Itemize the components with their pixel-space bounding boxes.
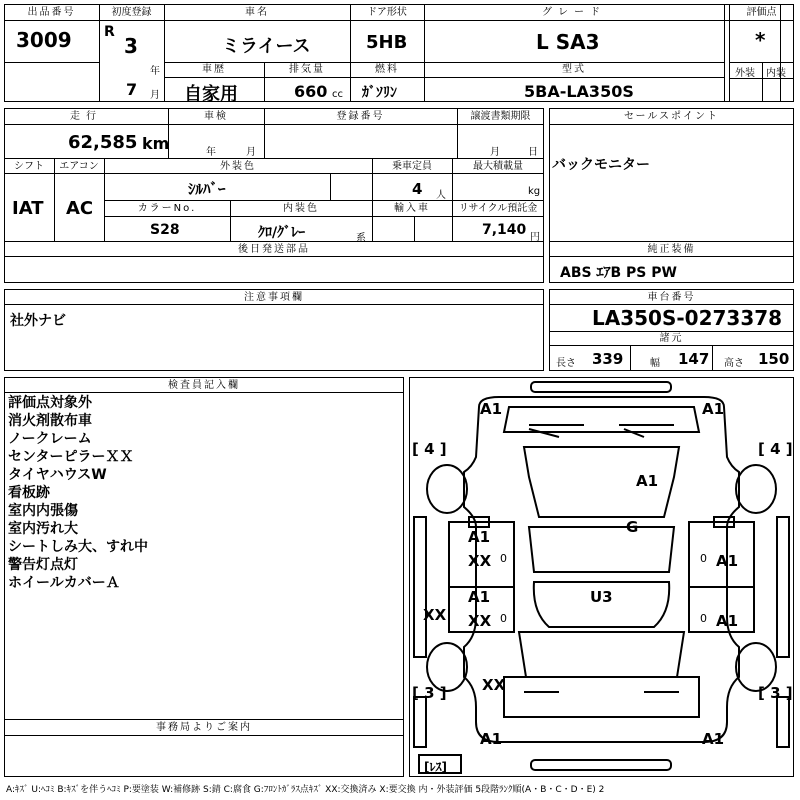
length: 339	[592, 350, 624, 368]
car-diagram	[409, 377, 794, 777]
tire-rear-left: [ 3 ]	[412, 684, 447, 702]
maxload-label: 最大積載量	[473, 161, 523, 172]
mark-rear-left: XX	[482, 676, 506, 694]
capacity-unit: 人	[436, 190, 446, 201]
mark-door-rl-bottom: XX	[468, 612, 492, 630]
lot-label: 出品番号	[27, 7, 76, 18]
inspector-note: シートしみ大、すれ中	[8, 539, 148, 555]
color-no: S28	[150, 222, 180, 238]
inspector-note: 室内内張傷	[8, 503, 78, 519]
inspector-note: 看板跡	[8, 485, 50, 501]
int-color: ｸﾛ/ｸﾞﾚｰ	[258, 225, 306, 241]
sales-label: セールスポイント	[623, 111, 720, 122]
caution-text: 社外ナビ	[10, 313, 66, 329]
car-name: ミライース	[222, 36, 311, 57]
capacity-label: 乗車定員	[392, 161, 432, 172]
mark-front-right: A1	[702, 400, 725, 418]
equipment: ABS ｴｱB PS PW	[560, 265, 677, 281]
height-label: 高さ	[724, 358, 744, 369]
ac: AC	[66, 198, 94, 219]
inspector-label: 検査員記入欄	[168, 380, 240, 391]
reg-year: 3	[124, 34, 138, 58]
spec-label: 諸元	[659, 333, 684, 344]
ext-color-label: 外装色	[220, 161, 256, 172]
transfer-day-unit: 日	[528, 147, 538, 158]
recycle-unit: 円	[530, 232, 540, 243]
first-reg-label: 初度登録	[111, 7, 152, 18]
sales-point: バックモニター	[552, 157, 650, 173]
mark-zero-2: 0	[700, 552, 707, 565]
spare-tire: [ﾚｽ]	[424, 760, 447, 774]
lot-number: 3009	[16, 28, 72, 52]
history-label: 車歴	[202, 64, 226, 75]
later-parts-label: 後日発送部品	[238, 244, 310, 255]
door-label: ドア形状	[367, 7, 407, 18]
model-label: 型式	[562, 64, 586, 75]
inspector-note: センターピラーＸＸ	[8, 449, 134, 465]
width-label: 幅	[650, 358, 660, 369]
inspector-note: ノークレーム	[8, 431, 92, 447]
fuel: ｶﾞｿﾘﾝ	[362, 85, 397, 101]
model: 5BA-LA350S	[524, 82, 634, 101]
import-label: 輸入車	[394, 203, 430, 214]
reg-year-unit: 年	[150, 66, 160, 77]
inspector-note: 消火剤散布車	[8, 413, 92, 429]
rating-label: 評価点	[746, 7, 777, 18]
mark-front-left: A1	[480, 400, 503, 418]
capacity: 4	[412, 180, 423, 198]
shift: IAT	[12, 198, 44, 219]
grade: L SA3	[536, 30, 600, 54]
rating: *	[755, 28, 766, 52]
history: 自家用	[184, 84, 238, 105]
era: R	[104, 24, 115, 40]
inspector-note: ホイールカバーＡ	[8, 575, 120, 591]
mark-roof: G	[626, 518, 639, 536]
mileage: 62,585	[68, 132, 138, 153]
inspection-year-unit: 年	[206, 147, 216, 158]
mark-zero-1: 0	[500, 552, 507, 565]
tire-front-right: [ 4 ]	[758, 440, 793, 458]
mark-zero-4: 0	[700, 612, 707, 625]
transfer-month-unit: 月	[490, 147, 500, 158]
reg-number-label: 登録番号	[336, 111, 385, 122]
mark-bonnet: A1	[636, 472, 659, 490]
reg-month: 7	[126, 80, 138, 99]
mark-rear: U3	[590, 588, 613, 606]
inspection-label: 車検	[204, 111, 228, 122]
recycle: 7,140	[482, 222, 527, 238]
exterior-label: 外装	[735, 68, 755, 79]
tire-rear-right: [ 3 ]	[758, 684, 793, 702]
inspector-note: タイヤハウスW	[8, 467, 107, 483]
grade-label: グレード	[542, 7, 606, 18]
office-label: 事務局よりご案内	[156, 722, 252, 733]
recycle-label: リサイクル預託金	[458, 203, 538, 214]
inspection-month-unit: 月	[246, 147, 256, 158]
interior-label: 内装	[766, 68, 786, 79]
mark-door-fr: A1	[716, 552, 739, 570]
length-label: 長さ	[556, 358, 576, 369]
displacement: 660	[294, 82, 328, 101]
reg-month-unit: 月	[150, 90, 160, 101]
maxload-unit: kg	[528, 186, 541, 197]
mark-zero-3: 0	[500, 612, 507, 625]
mileage-label: 走行	[70, 111, 102, 122]
mileage-unit: km	[142, 134, 170, 153]
legend: A:ｷｽﾞ U:ﾍｺﾐ B:ｷｽﾞを伴うﾍｺﾐ P:要塗装 W:補修跡 S:錆 C:腐食 G:ﾌﾛﾝﾄｶﾞﾗｽ点ｷｽﾞ XX:交換済み X:要交換 内・外装評価 5段階ﾗﾝｸ順(A・B・C・D・E) 2	[6, 785, 605, 795]
int-color-label: 内装色	[283, 203, 319, 214]
chassis-label: 車台番号	[647, 292, 696, 303]
shift-label: シフト	[14, 161, 44, 172]
chassis-number: LA350S-0273378	[592, 306, 783, 330]
car-name-label: 車名	[245, 7, 269, 18]
ac-label: エアコン	[59, 161, 99, 172]
displacement-unit: cc	[332, 89, 343, 100]
caution-label: 注意事項欄	[244, 292, 304, 303]
inspector-notes	[8, 394, 148, 592]
mark-door-rl-top: A1	[468, 588, 491, 606]
width: 147	[678, 350, 710, 368]
mark-rear-bottom-left: A1	[480, 730, 503, 748]
tire-front-left: [ 4 ]	[412, 440, 447, 458]
inspector-note: 室内汚れ大	[8, 521, 78, 537]
inspector-note: 評価点対象外	[8, 395, 92, 411]
fuel-label: 燃料	[375, 64, 399, 75]
displacement-label: 排気量	[289, 64, 325, 75]
door-type: 5HB	[366, 32, 408, 53]
mark-door-fl-bottom: XX	[468, 552, 492, 570]
inspector-note: 警告灯点灯	[8, 557, 78, 573]
color-no-label: カラーNo.	[137, 203, 197, 214]
int-color-unit: 系	[356, 233, 366, 244]
equip-label: 純正装備	[647, 244, 696, 255]
height: 150	[758, 350, 790, 368]
mark-side-left: XX	[423, 606, 447, 624]
mark-rear-bottom-right: A1	[702, 730, 725, 748]
mark-door-fl-top: A1	[468, 528, 491, 546]
ext-color: ｼﾙﾊﾞｰ	[188, 180, 226, 198]
mark-door-rr: A1	[716, 612, 739, 630]
transfer-label: 譲渡書類期限	[470, 111, 531, 122]
